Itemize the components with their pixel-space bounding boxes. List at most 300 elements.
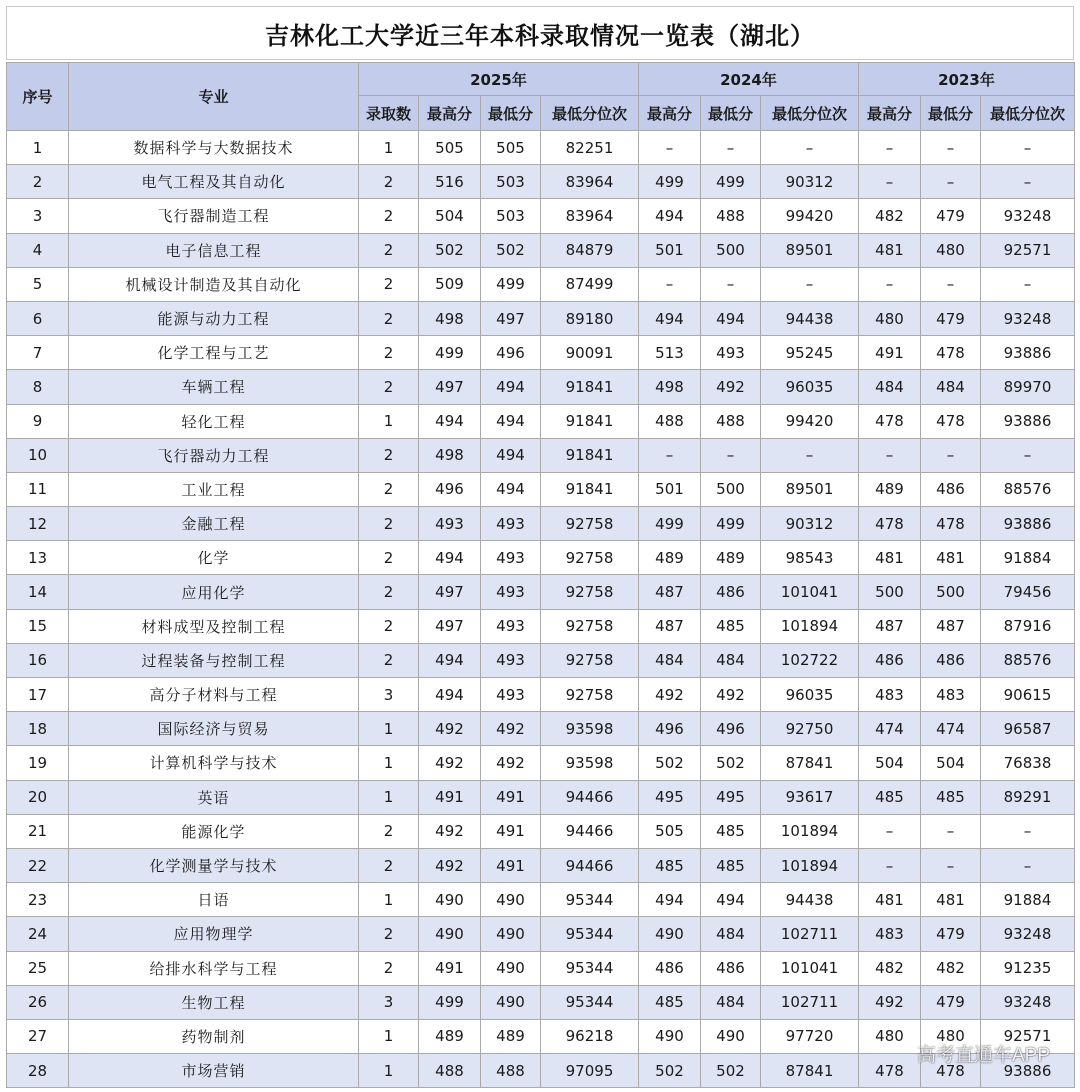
cell-major: 日语 bbox=[69, 883, 359, 917]
cell-2024-min: 484 bbox=[701, 917, 761, 951]
cell-index: 17 bbox=[7, 678, 69, 712]
cell-2025-count: 2 bbox=[359, 472, 419, 506]
cell-2023-min: 479 bbox=[921, 917, 981, 951]
cell-2025-rank: 84879 bbox=[541, 233, 639, 267]
cell-2023-rank: – bbox=[981, 267, 1075, 301]
cell-2023-min: 487 bbox=[921, 609, 981, 643]
header-2024-min: 最低分 bbox=[701, 96, 761, 131]
cell-2025-count: 2 bbox=[359, 541, 419, 575]
cell-2023-min: 482 bbox=[921, 951, 981, 985]
cell-index: 23 bbox=[7, 883, 69, 917]
cell-2023-rank: 96587 bbox=[981, 712, 1075, 746]
cell-index: 16 bbox=[7, 643, 69, 677]
cell-2023-rank: 93248 bbox=[981, 199, 1075, 233]
cell-major: 工业工程 bbox=[69, 472, 359, 506]
cell-2025-rank: 82251 bbox=[541, 131, 639, 165]
cell-2025-count: 2 bbox=[359, 267, 419, 301]
table-row bbox=[7, 746, 1075, 780]
cell-2024-rank: – bbox=[761, 131, 859, 165]
cell-2023-max: 478 bbox=[859, 404, 921, 438]
cell-2025-rank: 94466 bbox=[541, 848, 639, 882]
cell-2024-max: 490 bbox=[639, 917, 701, 951]
table-row bbox=[7, 780, 1075, 814]
watermark: 高考直通车APP bbox=[916, 1045, 1050, 1066]
cell-2024-min: 493 bbox=[701, 336, 761, 370]
table-body bbox=[7, 131, 1075, 1088]
cell-2025-max: 489 bbox=[419, 1019, 481, 1053]
cell-major: 电气工程及其自动化 bbox=[69, 165, 359, 199]
cell-major: 化学测量学与技术 bbox=[69, 848, 359, 882]
cell-2025-count: 2 bbox=[359, 199, 419, 233]
cell-2025-count: 1 bbox=[359, 1019, 419, 1053]
cell-2024-rank: 94438 bbox=[761, 301, 859, 335]
cell-2025-max: 494 bbox=[419, 678, 481, 712]
cell-2025-count: 2 bbox=[359, 165, 419, 199]
cell-2024-max: 502 bbox=[639, 746, 701, 780]
cell-2025-min: 488 bbox=[481, 1054, 541, 1088]
cell-2023-rank: – bbox=[981, 131, 1075, 165]
cell-2025-rank: 90091 bbox=[541, 336, 639, 370]
cell-2023-rank: 91884 bbox=[981, 541, 1075, 575]
cell-2023-max: 481 bbox=[859, 541, 921, 575]
cell-2024-min: 486 bbox=[701, 951, 761, 985]
cell-2023-max: 482 bbox=[859, 951, 921, 985]
cell-2025-count: 2 bbox=[359, 917, 419, 951]
cell-index: 21 bbox=[7, 814, 69, 848]
cell-2025-min: 493 bbox=[481, 609, 541, 643]
cell-2024-rank: 102711 bbox=[761, 985, 859, 1019]
cell-major: 生物工程 bbox=[69, 985, 359, 1019]
cell-2025-count: 2 bbox=[359, 233, 419, 267]
cell-index: 3 bbox=[7, 199, 69, 233]
table-row bbox=[7, 507, 1075, 541]
cell-2024-rank: 92750 bbox=[761, 712, 859, 746]
header-year-2025: 2025年 bbox=[359, 63, 639, 96]
cell-2023-max: 481 bbox=[859, 883, 921, 917]
cell-index: 19 bbox=[7, 746, 69, 780]
cell-major: 计算机科学与技术 bbox=[69, 746, 359, 780]
header-2025-count: 录取数 bbox=[359, 96, 419, 131]
cell-2025-rank: 95344 bbox=[541, 883, 639, 917]
cell-2025-count: 2 bbox=[359, 370, 419, 404]
cell-2025-min: 502 bbox=[481, 233, 541, 267]
cell-2023-rank: 93886 bbox=[981, 1054, 1075, 1088]
table-row bbox=[7, 985, 1075, 1019]
cell-2023-min: – bbox=[921, 848, 981, 882]
cell-2024-rank: – bbox=[761, 267, 859, 301]
cell-2024-rank: 99420 bbox=[761, 404, 859, 438]
cell-2025-rank: 91841 bbox=[541, 438, 639, 472]
table-row bbox=[7, 643, 1075, 677]
cell-2023-min: – bbox=[921, 267, 981, 301]
cell-2025-count: 1 bbox=[359, 746, 419, 780]
cell-2023-rank: 93248 bbox=[981, 917, 1075, 951]
cell-2024-rank: – bbox=[761, 438, 859, 472]
cell-2025-rank: 97095 bbox=[541, 1054, 639, 1088]
cell-2024-max: 494 bbox=[639, 199, 701, 233]
cell-2024-max: 484 bbox=[639, 643, 701, 677]
cell-2023-max: 486 bbox=[859, 643, 921, 677]
cell-2023-rank: 93886 bbox=[981, 404, 1075, 438]
cell-2024-max: 499 bbox=[639, 165, 701, 199]
cell-2023-rank: 93248 bbox=[981, 301, 1075, 335]
cell-2025-count: 3 bbox=[359, 985, 419, 1019]
cell-2023-max: – bbox=[859, 131, 921, 165]
table-row bbox=[7, 951, 1075, 985]
cell-2023-max: 491 bbox=[859, 336, 921, 370]
cell-2024-min: 485 bbox=[701, 814, 761, 848]
cell-2025-rank: 93598 bbox=[541, 746, 639, 780]
cell-major: 轻化工程 bbox=[69, 404, 359, 438]
cell-2023-min: 486 bbox=[921, 472, 981, 506]
cell-2025-max: 502 bbox=[419, 233, 481, 267]
cell-2024-rank: 101894 bbox=[761, 609, 859, 643]
cell-2023-rank: 92571 bbox=[981, 1019, 1075, 1053]
cell-index: 13 bbox=[7, 541, 69, 575]
cell-2025-min: 493 bbox=[481, 507, 541, 541]
cell-index: 27 bbox=[7, 1019, 69, 1053]
header-row-years bbox=[7, 63, 1075, 96]
cell-2025-count: 2 bbox=[359, 575, 419, 609]
table-title: 吉林化工大学近三年本科录取情况一览表（湖北） bbox=[6, 6, 1074, 60]
header-index: 序号 bbox=[7, 63, 69, 131]
cell-2025-max: 490 bbox=[419, 917, 481, 951]
cell-2023-min: 478 bbox=[921, 336, 981, 370]
cell-2025-min: 492 bbox=[481, 712, 541, 746]
cell-2023-max: 478 bbox=[859, 507, 921, 541]
cell-2025-min: 490 bbox=[481, 883, 541, 917]
header-2023-min: 最低分 bbox=[921, 96, 981, 131]
cell-2024-rank: 96035 bbox=[761, 370, 859, 404]
cell-index: 18 bbox=[7, 712, 69, 746]
table-row bbox=[7, 575, 1075, 609]
cell-2023-rank: 79456 bbox=[981, 575, 1075, 609]
cell-2025-count: 1 bbox=[359, 883, 419, 917]
cell-2025-rank: 92758 bbox=[541, 678, 639, 712]
cell-2025-min: 490 bbox=[481, 951, 541, 985]
cell-2023-min: 479 bbox=[921, 199, 981, 233]
cell-2025-rank: 92758 bbox=[541, 541, 639, 575]
cell-2024-max: 513 bbox=[639, 336, 701, 370]
cell-2025-min: 499 bbox=[481, 267, 541, 301]
cell-2023-max: 484 bbox=[859, 370, 921, 404]
cell-2024-min: 502 bbox=[701, 1054, 761, 1088]
cell-2023-min: – bbox=[921, 165, 981, 199]
cell-2025-min: 493 bbox=[481, 541, 541, 575]
cell-2025-max: 494 bbox=[419, 541, 481, 575]
cell-2024-min: 484 bbox=[701, 985, 761, 1019]
table-row bbox=[7, 917, 1075, 951]
cell-2025-rank: 91841 bbox=[541, 472, 639, 506]
cell-2025-count: 2 bbox=[359, 814, 419, 848]
cell-index: 7 bbox=[7, 336, 69, 370]
cell-2024-rank: 90312 bbox=[761, 165, 859, 199]
cell-2024-min: 485 bbox=[701, 609, 761, 643]
cell-2024-rank: 101894 bbox=[761, 814, 859, 848]
cell-major: 市场营销 bbox=[69, 1054, 359, 1088]
cell-index: 28 bbox=[7, 1054, 69, 1088]
cell-2025-min: 494 bbox=[481, 438, 541, 472]
cell-2025-rank: 95344 bbox=[541, 951, 639, 985]
cell-index: 20 bbox=[7, 780, 69, 814]
table-row bbox=[7, 883, 1075, 917]
header-year-2023: 2023年 bbox=[859, 63, 1075, 96]
cell-2024-min: 492 bbox=[701, 678, 761, 712]
cell-2023-min: – bbox=[921, 131, 981, 165]
cell-2023-max: 481 bbox=[859, 233, 921, 267]
cell-2023-rank: – bbox=[981, 165, 1075, 199]
cell-2023-rank: 89970 bbox=[981, 370, 1075, 404]
cell-2025-min: 494 bbox=[481, 404, 541, 438]
cell-index: 8 bbox=[7, 370, 69, 404]
cell-2025-rank: 92758 bbox=[541, 575, 639, 609]
cell-2025-min: 491 bbox=[481, 780, 541, 814]
cell-2025-min: 494 bbox=[481, 472, 541, 506]
table-row bbox=[7, 814, 1075, 848]
cell-major: 能源化学 bbox=[69, 814, 359, 848]
cell-2025-min: 491 bbox=[481, 814, 541, 848]
cell-2023-max: – bbox=[859, 848, 921, 882]
cell-major: 应用物理学 bbox=[69, 917, 359, 951]
cell-2025-max: 504 bbox=[419, 199, 481, 233]
table-row bbox=[7, 267, 1075, 301]
cell-2025-max: 492 bbox=[419, 814, 481, 848]
header-2024-max: 最高分 bbox=[639, 96, 701, 131]
cell-2025-rank: 89180 bbox=[541, 301, 639, 335]
cell-2023-max: – bbox=[859, 438, 921, 472]
cell-2024-min: 502 bbox=[701, 746, 761, 780]
table-row bbox=[7, 1019, 1075, 1053]
table-row bbox=[7, 1054, 1075, 1088]
cell-2024-min: 489 bbox=[701, 541, 761, 575]
cell-2023-min: 485 bbox=[921, 780, 981, 814]
cell-2025-min: 490 bbox=[481, 985, 541, 1019]
cell-major: 机械设计制造及其自动化 bbox=[69, 267, 359, 301]
cell-major: 数据科学与大数据技术 bbox=[69, 131, 359, 165]
cell-2023-rank: 93886 bbox=[981, 507, 1075, 541]
cell-2025-max: 505 bbox=[419, 131, 481, 165]
cell-2025-min: 492 bbox=[481, 746, 541, 780]
cell-2024-max: 485 bbox=[639, 985, 701, 1019]
cell-2023-max: 474 bbox=[859, 712, 921, 746]
header-2023-rank: 最低分位次 bbox=[981, 96, 1075, 131]
table-row bbox=[7, 472, 1075, 506]
cell-2025-min: 505 bbox=[481, 131, 541, 165]
header-year-2024: 2024年 bbox=[639, 63, 859, 96]
table-row bbox=[7, 678, 1075, 712]
cell-2023-max: 483 bbox=[859, 678, 921, 712]
cell-2023-min: 479 bbox=[921, 985, 981, 1019]
cell-2023-max: 478 bbox=[859, 1054, 921, 1088]
cell-2023-rank: 88576 bbox=[981, 643, 1075, 677]
cell-2024-min: 495 bbox=[701, 780, 761, 814]
header-2025-min: 最低分 bbox=[481, 96, 541, 131]
cell-2023-min: 474 bbox=[921, 712, 981, 746]
cell-2023-min: 478 bbox=[921, 404, 981, 438]
cell-2023-min: 504 bbox=[921, 746, 981, 780]
cell-major: 高分子材料与工程 bbox=[69, 678, 359, 712]
header-2023-max: 最高分 bbox=[859, 96, 921, 131]
cell-2024-max: 501 bbox=[639, 472, 701, 506]
cell-2025-rank: 91841 bbox=[541, 370, 639, 404]
cell-2025-max: 496 bbox=[419, 472, 481, 506]
cell-2023-max: 480 bbox=[859, 301, 921, 335]
cell-2025-max: 499 bbox=[419, 985, 481, 1019]
cell-2025-min: 494 bbox=[481, 370, 541, 404]
cell-2023-min: 500 bbox=[921, 575, 981, 609]
cell-2024-rank: 101041 bbox=[761, 951, 859, 985]
cell-2024-rank: 90312 bbox=[761, 507, 859, 541]
cell-2023-min: 486 bbox=[921, 643, 981, 677]
cell-2024-rank: 87841 bbox=[761, 746, 859, 780]
cell-2024-min: 499 bbox=[701, 507, 761, 541]
cell-2023-rank: – bbox=[981, 814, 1075, 848]
cell-2023-min: – bbox=[921, 814, 981, 848]
cell-2025-count: 1 bbox=[359, 1054, 419, 1088]
table-row bbox=[7, 848, 1075, 882]
cell-2025-rank: 94466 bbox=[541, 814, 639, 848]
cell-2025-rank: 87499 bbox=[541, 267, 639, 301]
cell-2024-min: 484 bbox=[701, 643, 761, 677]
cell-major: 药物制剂 bbox=[69, 1019, 359, 1053]
cell-2025-rank: 92758 bbox=[541, 643, 639, 677]
cell-2025-rank: 91841 bbox=[541, 404, 639, 438]
cell-2025-count: 2 bbox=[359, 848, 419, 882]
cell-2025-max: 492 bbox=[419, 712, 481, 746]
cell-index: 12 bbox=[7, 507, 69, 541]
cell-index: 6 bbox=[7, 301, 69, 335]
cell-2024-max: 499 bbox=[639, 507, 701, 541]
cell-2025-count: 2 bbox=[359, 507, 419, 541]
cell-2023-min: 481 bbox=[921, 541, 981, 575]
cell-2024-min: 488 bbox=[701, 199, 761, 233]
cell-2025-max: 490 bbox=[419, 883, 481, 917]
cell-index: 11 bbox=[7, 472, 69, 506]
cell-2023-max: – bbox=[859, 267, 921, 301]
cell-2024-max: 485 bbox=[639, 848, 701, 882]
cell-2025-count: 2 bbox=[359, 951, 419, 985]
cell-2025-min: 491 bbox=[481, 848, 541, 882]
cell-2023-min: 484 bbox=[921, 370, 981, 404]
cell-major: 化学 bbox=[69, 541, 359, 575]
cell-2024-max: 486 bbox=[639, 951, 701, 985]
cell-2025-max: 497 bbox=[419, 370, 481, 404]
cell-2025-min: 490 bbox=[481, 917, 541, 951]
cell-2024-rank: 98543 bbox=[761, 541, 859, 575]
cell-2024-max: – bbox=[639, 438, 701, 472]
cell-2025-max: 499 bbox=[419, 336, 481, 370]
cell-2025-max: 497 bbox=[419, 609, 481, 643]
cell-2024-max: 496 bbox=[639, 712, 701, 746]
cell-2025-min: 503 bbox=[481, 199, 541, 233]
cell-index: 5 bbox=[7, 267, 69, 301]
cell-2024-max: 494 bbox=[639, 883, 701, 917]
cell-2023-min: 480 bbox=[921, 1019, 981, 1053]
cell-major: 飞行器制造工程 bbox=[69, 199, 359, 233]
cell-2025-rank: 83964 bbox=[541, 165, 639, 199]
cell-2025-count: 2 bbox=[359, 438, 419, 472]
cell-2023-max: 487 bbox=[859, 609, 921, 643]
cell-2025-max: 498 bbox=[419, 438, 481, 472]
cell-2024-rank: 99420 bbox=[761, 199, 859, 233]
cell-2024-rank: 97720 bbox=[761, 1019, 859, 1053]
cell-2025-min: 503 bbox=[481, 165, 541, 199]
cell-major: 材料成型及控制工程 bbox=[69, 609, 359, 643]
cell-2025-count: 3 bbox=[359, 678, 419, 712]
cell-2024-min: – bbox=[701, 438, 761, 472]
cell-index: 26 bbox=[7, 985, 69, 1019]
cell-2024-rank: 87841 bbox=[761, 1054, 859, 1088]
cell-2024-min: 486 bbox=[701, 575, 761, 609]
cell-major: 车辆工程 bbox=[69, 370, 359, 404]
cell-2025-count: 2 bbox=[359, 301, 419, 335]
cell-2023-rank: – bbox=[981, 438, 1075, 472]
cell-2025-count: 1 bbox=[359, 131, 419, 165]
cell-2023-rank: 93248 bbox=[981, 985, 1075, 1019]
cell-index: 15 bbox=[7, 609, 69, 643]
cell-2025-max: 492 bbox=[419, 746, 481, 780]
cell-major: 电子信息工程 bbox=[69, 233, 359, 267]
cell-2025-max: 492 bbox=[419, 848, 481, 882]
cell-2025-rank: 96218 bbox=[541, 1019, 639, 1053]
cell-2025-max: 488 bbox=[419, 1054, 481, 1088]
cell-2023-max: 500 bbox=[859, 575, 921, 609]
cell-2023-rank: 88576 bbox=[981, 472, 1075, 506]
cell-index: 4 bbox=[7, 233, 69, 267]
cell-2024-min: 488 bbox=[701, 404, 761, 438]
cell-2025-count: 1 bbox=[359, 404, 419, 438]
cell-2023-rank: 91884 bbox=[981, 883, 1075, 917]
cell-2024-rank: 101041 bbox=[761, 575, 859, 609]
cell-2024-rank: 96035 bbox=[761, 678, 859, 712]
cell-index: 2 bbox=[7, 165, 69, 199]
cell-index: 14 bbox=[7, 575, 69, 609]
cell-major: 化学工程与工艺 bbox=[69, 336, 359, 370]
cell-2023-min: 483 bbox=[921, 678, 981, 712]
cell-2024-max: 501 bbox=[639, 233, 701, 267]
cell-2024-rank: 102711 bbox=[761, 917, 859, 951]
cell-2024-min: 490 bbox=[701, 1019, 761, 1053]
cell-2023-max: 485 bbox=[859, 780, 921, 814]
cell-2024-max: – bbox=[639, 267, 701, 301]
table-row bbox=[7, 541, 1075, 575]
cell-2025-rank: 94466 bbox=[541, 780, 639, 814]
cell-index: 1 bbox=[7, 131, 69, 165]
table-row bbox=[7, 301, 1075, 335]
cell-2023-min: – bbox=[921, 438, 981, 472]
cell-2025-rank: 95344 bbox=[541, 917, 639, 951]
cell-2025-rank: 92758 bbox=[541, 507, 639, 541]
cell-2024-min: 494 bbox=[701, 883, 761, 917]
cell-2023-max: 483 bbox=[859, 917, 921, 951]
cell-2025-max: 498 bbox=[419, 301, 481, 335]
cell-2023-rank: 91235 bbox=[981, 951, 1075, 985]
table-row bbox=[7, 199, 1075, 233]
cell-2024-max: 498 bbox=[639, 370, 701, 404]
cell-2024-min: – bbox=[701, 267, 761, 301]
cell-2024-rank: 101894 bbox=[761, 848, 859, 882]
cell-2025-max: 497 bbox=[419, 575, 481, 609]
cell-2023-rank: 87916 bbox=[981, 609, 1075, 643]
cell-2024-max: 487 bbox=[639, 575, 701, 609]
cell-2024-max: 502 bbox=[639, 1054, 701, 1088]
cell-2023-rank: 93886 bbox=[981, 336, 1075, 370]
table-row bbox=[7, 370, 1075, 404]
cell-2024-max: 489 bbox=[639, 541, 701, 575]
cell-2025-count: 2 bbox=[359, 643, 419, 677]
cell-2025-min: 493 bbox=[481, 678, 541, 712]
cell-2024-min: 492 bbox=[701, 370, 761, 404]
